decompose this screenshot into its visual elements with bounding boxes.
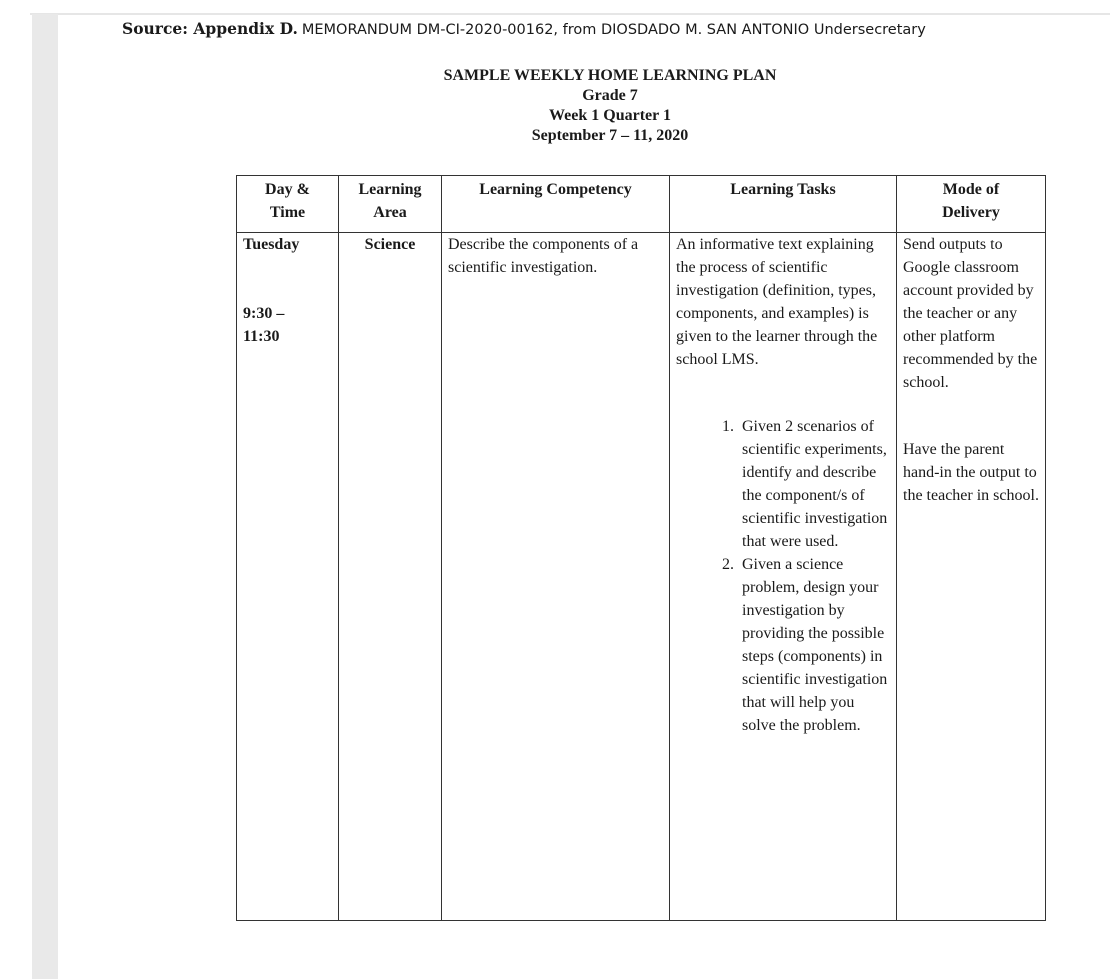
header-day-time	[237, 176, 339, 233]
header-competency	[442, 176, 670, 233]
table-row	[237, 233, 1046, 921]
delivery-option: Send outputs to Google classroom account provided by the teacher or any other platform recommended by the school.	[903, 236, 1038, 391]
header-text: Day &	[265, 181, 310, 198]
competency-cell: Describe the components of a scientific investigation.	[442, 233, 670, 921]
grade: Grade 7	[582, 87, 638, 104]
learning-area-cell: Science	[339, 233, 442, 921]
header-row	[237, 176, 1046, 233]
tasks-cell	[670, 233, 897, 921]
plan-title: SAMPLE WEEKLY HOME LEARNING PLAN	[443, 67, 777, 84]
task-intro: An informative text explaining the process of scientific investigation (definition, types, components, and examples) is given to the learner through the school LMS.	[676, 236, 878, 368]
delivery-option: Have the parent hand-in the output to the teacher in school.	[903, 441, 1039, 504]
top-bar	[30, 0, 1110, 15]
time: 9:30 – 11:30	[243, 305, 285, 345]
task-item: 1. Given 2 scenarios of scientific experiments, identify and describe the component/s of scientific investigation that were used.	[738, 415, 890, 553]
header-text: Learning Competency	[479, 181, 632, 198]
source-text: MEMORANDUM DM-CI-2020-00162, from DIOSDADO M. SAN ANTONIO Undersecretary	[301, 22, 926, 38]
header-delivery	[897, 176, 1046, 233]
header-text: Time	[269, 204, 306, 221]
task-item: 2. Given a science problem, design your investigation by providing the possible steps (components) in scientific investigation that will help you solve the problem.	[738, 553, 890, 737]
source-label: Source: Appendix D.	[122, 19, 298, 38]
task-list	[676, 415, 890, 737]
document-titles	[300, 66, 920, 146]
delivery-cell	[897, 233, 1046, 921]
learning-plan-table	[236, 175, 1046, 921]
header-text: Mode of	[942, 181, 1000, 198]
left-margin-panel	[32, 14, 58, 979]
header-text: Area	[373, 204, 407, 221]
source-line	[122, 19, 926, 39]
week-quarter: Week 1 Quarter 1	[549, 107, 671, 124]
day-time-cell	[237, 233, 339, 921]
header-text: Delivery	[942, 204, 1000, 221]
date-range: September 7 – 11, 2020	[531, 127, 689, 144]
header-text: Learning Tasks	[730, 181, 836, 198]
header-tasks	[670, 176, 897, 233]
day: Tuesday	[243, 236, 300, 253]
header-learning-area	[339, 176, 442, 233]
header-text: Learning	[358, 181, 422, 198]
